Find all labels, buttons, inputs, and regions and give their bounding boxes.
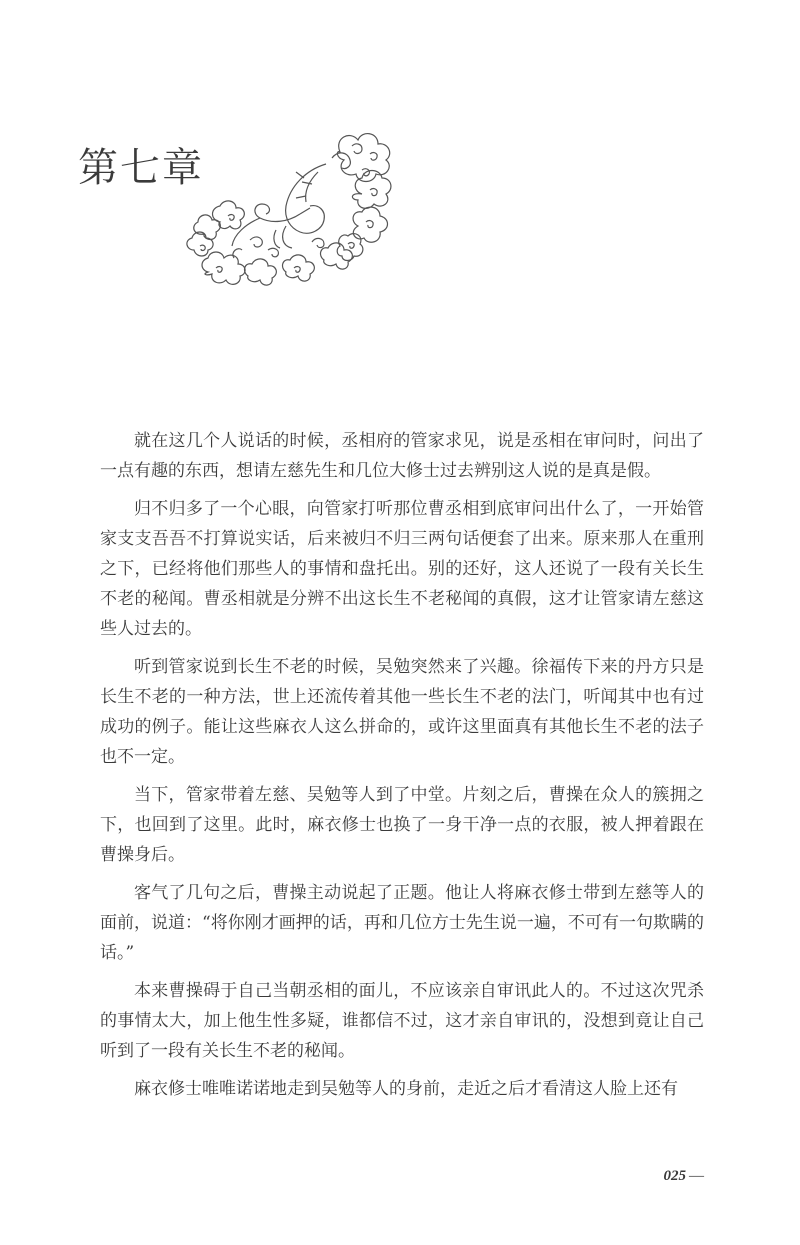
page-number-dash: —: [689, 1168, 704, 1184]
paragraph: 客气了几句之后，曹操主动说起了正题。他让人将麻衣修士带到左慈等人的面前，说道：“将你刚才画押的话，再和几位方士先生说一遍，不可有一句欺瞒的话。”: [100, 883, 704, 963]
paragraph: 麻衣修士唯唯诺诺地走到吴勉等人的身前，走近之后才看清这人脸上还有: [134, 1079, 678, 1099]
paragraph: 归不归多了一个心眼，向管家打听那位曹丞相到底审问出什么了，一开始管家支支吾吾不打算说实话，后来被归不归三两句话便套了出来。原来那人在重刑之下，已经将他们那些人的事情和盘托出。别的还好，这人还说了一段有关长生不老的秘闻。曹丞相就是分辨不出这长生不老秘闻的真假，这才让管家请左慈这些人过去的。: [100, 499, 704, 639]
paragraph: 本来曹操碍于自己当朝丞相的面儿，不应该亲自审讯此人的。不过这次咒杀的事情太大，加上他生性多疑，谁都信不过，这才亲自审讯的，没想到竟让自己听到了一段有关长生不老的秘闻。: [100, 981, 704, 1061]
paragraph: 听到管家说到长生不老的时候，吴勉突然来了兴趣。徐福传下来的丹方只是长生不老的一种方法，世上还流传着其他一些长生不老的法门，听闻其中也有过成功的例子。能让这些麻衣人这么拼命的，或许这里面真有其他长生不老的法子也不一定。: [100, 657, 704, 767]
paragraph: 就在这几个人说话的时候，丞相府的管家求见，说是丞相在审问时，问出了一点有趣的东西，想请左慈先生和几位大修士过去辨别这人说的是真是假。: [100, 431, 704, 481]
page-number: [664, 1168, 705, 1185]
page-number-value: 025: [663, 1168, 686, 1184]
chapter-body: [100, 426, 704, 1112]
paragraph: 当下，管家带着左慈、吴勉等人到了中堂。片刻之后，曹操在众人的簇拥之下，也回到了这里。此时，麻衣修士也换了一身干净一点的衣服，被人押着跟在曹操身后。: [100, 785, 704, 865]
chapter-title: 第七章: [78, 145, 204, 191]
